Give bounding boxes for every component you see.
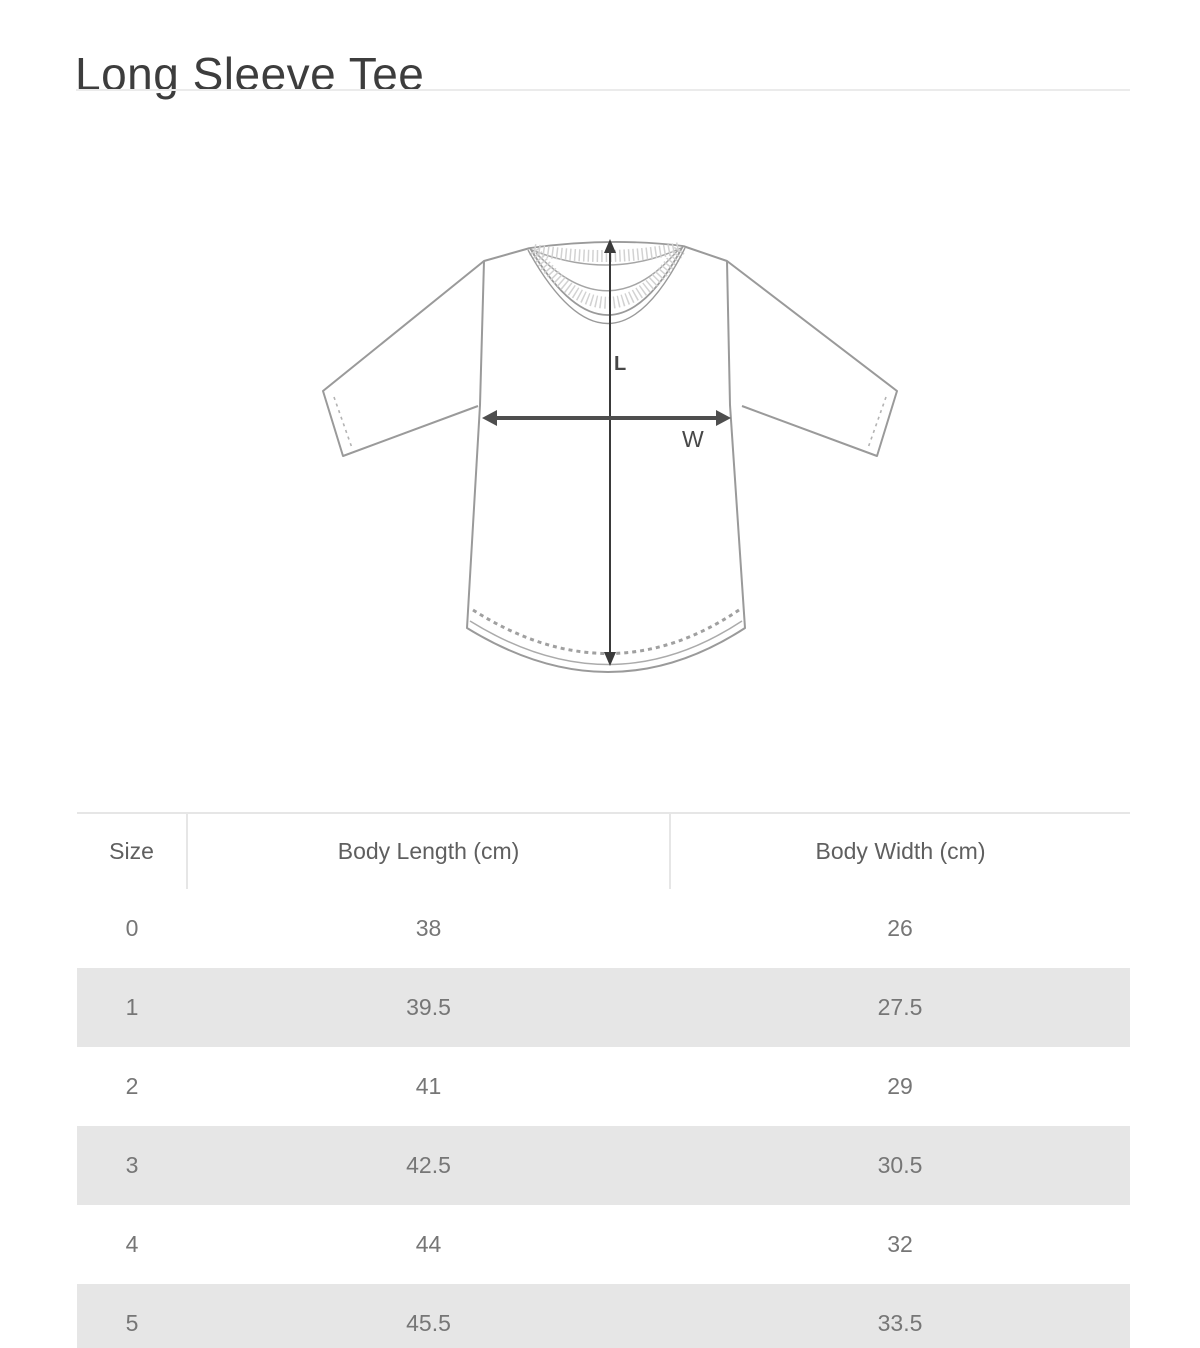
body-width-cell: 26 (887, 915, 913, 941)
body-width-cell: 32 (887, 1231, 913, 1257)
tee-left-sleeve (323, 248, 530, 456)
width-arrowhead-left (482, 410, 497, 426)
body-length-cell: 42.5 (187, 1126, 670, 1205)
body-width-cell: 27.5 (670, 968, 1130, 1047)
table-header-row (77, 813, 1130, 889)
table-row (77, 1205, 1130, 1284)
body-length-cell: 39.5 (187, 968, 670, 1047)
size-cell: 5 (77, 1284, 187, 1348)
width-label: W (682, 426, 704, 452)
size-cell: 3 (77, 1126, 187, 1205)
body-length-cell: 44 (415, 1231, 442, 1257)
body-length-cell: 38 (415, 915, 442, 941)
width-arrowhead-right (716, 410, 731, 426)
body-width-cell: 30.5 (670, 1126, 1130, 1205)
size-cell: 0 (125, 915, 139, 941)
table-row (77, 1047, 1130, 1126)
column-header-width: Body Width (cm) (670, 813, 1130, 889)
page-title: Long Sleeve Tee (75, 47, 425, 100)
tee-left-cuff-stitch (334, 397, 352, 448)
body-length-cell: 45.5 (187, 1284, 670, 1348)
table-row (77, 968, 1130, 1047)
size-cell: 1 (77, 968, 187, 1047)
body-length-cell: 41 (415, 1073, 442, 1099)
size-cell: 2 (125, 1073, 139, 1099)
body-width-cell: 29 (887, 1073, 913, 1099)
table-row (77, 889, 1130, 968)
tee-hem-stitch (473, 610, 739, 654)
table-row (77, 1126, 1130, 1205)
tee-body-outline (467, 261, 745, 672)
body-width-cell: 33.5 (670, 1284, 1130, 1348)
tee-hem-inner-line (470, 621, 742, 665)
column-header-length: Body Length (cm) (187, 813, 670, 889)
size-chart-table (77, 812, 1130, 1348)
length-label: L (614, 353, 627, 375)
column-header-size: Size (77, 813, 187, 889)
tee-right-sleeve (683, 246, 897, 456)
size-cell: 4 (125, 1231, 139, 1257)
table-row (77, 1284, 1130, 1348)
tee-right-cuff-stitch (868, 397, 886, 448)
